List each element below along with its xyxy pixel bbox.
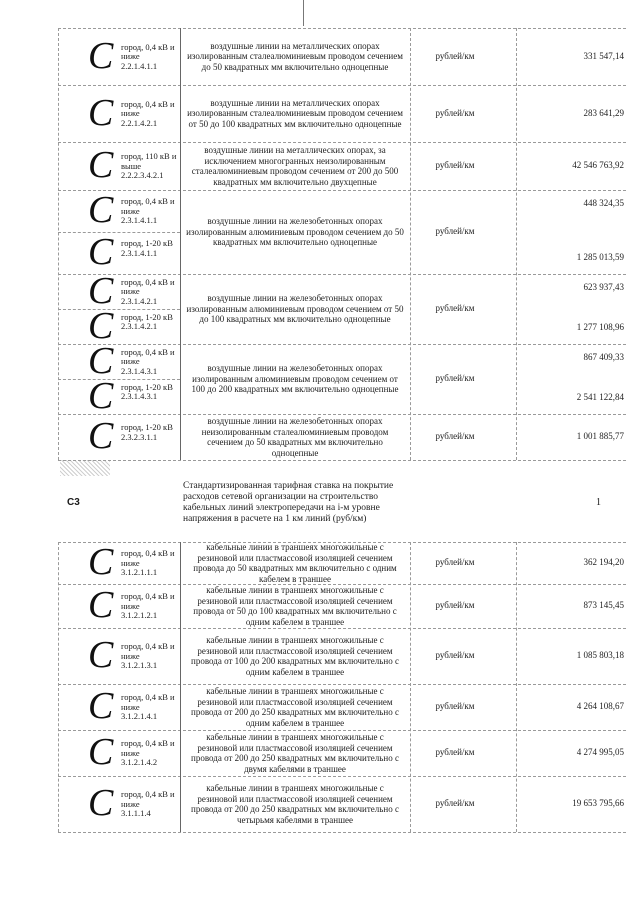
row-value: 1 085 803,18 bbox=[576, 650, 624, 660]
code-label: город, 1-20 кВ bbox=[121, 422, 173, 432]
row-divider bbox=[58, 344, 626, 345]
code-number: 3.1.2.1.1.1 bbox=[121, 567, 158, 577]
c-symbol: C bbox=[88, 415, 114, 457]
c-symbol: C bbox=[88, 731, 114, 773]
row-description: воздушные линии на железобетонных опорах изолированным алюминиевым проводом сечением от 50 до 100 квадратных мм включительно одноцепные bbox=[186, 293, 404, 324]
code-label: город, 0,4 кВ и ниже bbox=[121, 276, 175, 296]
c-symbol: C bbox=[88, 91, 114, 134]
row-unit: рублей/км bbox=[435, 600, 475, 610]
c-symbol: C bbox=[88, 231, 114, 273]
code-label: город, 0,4 кВ и ниже bbox=[121, 98, 175, 118]
top-mark bbox=[303, 0, 304, 26]
row-code bbox=[121, 278, 181, 307]
code-label: город, 0,4 кВ и ниже bbox=[121, 641, 175, 661]
row-code bbox=[121, 100, 181, 129]
code-label: город, 0,4 кВ и ниже bbox=[121, 41, 175, 61]
c-symbol: C bbox=[88, 304, 114, 347]
code-label: город, 1-20 кВ bbox=[121, 311, 173, 322]
row-divider bbox=[58, 414, 626, 415]
row-divider bbox=[58, 85, 626, 86]
row-value: 4 264 108,67 bbox=[576, 701, 624, 711]
code-number: 2.3.1.4.2.1 bbox=[121, 295, 158, 306]
code-label: город, 0,4 кВ и ниже bbox=[121, 692, 175, 712]
code-number: 2.2.2.3.4.2.1 bbox=[121, 170, 164, 180]
row-value: 362 194,20 bbox=[583, 557, 624, 567]
row-unit: рублей/км bbox=[435, 798, 475, 808]
code-label: город, 0,4 кВ и ниже bbox=[121, 548, 175, 568]
column-divider bbox=[516, 28, 517, 460]
row-code bbox=[121, 693, 181, 722]
c-symbol: C bbox=[88, 339, 114, 382]
code-label: город, 0,4 кВ и ниже bbox=[121, 789, 175, 809]
row-unit: рублей/км bbox=[435, 107, 475, 118]
section-value: 1 bbox=[596, 497, 601, 508]
row-divider bbox=[58, 190, 626, 191]
code-label: город, 0,4 кВ и ниже bbox=[121, 346, 175, 366]
row-unit: рублей/км bbox=[435, 557, 475, 567]
column-divider bbox=[410, 542, 411, 832]
row-code bbox=[121, 549, 181, 578]
code-number: 3.1.2.1.3.1 bbox=[121, 660, 158, 670]
column-divider bbox=[180, 542, 181, 832]
row-description: кабельные линии в траншеях многожильные с резиновой или пластмассовой изоляцией сечением провода от 200 до 250 квадратных мм включительно с одним кабелем в траншее bbox=[191, 686, 399, 728]
c-symbol: C bbox=[88, 584, 114, 626]
row-code bbox=[121, 739, 181, 768]
row-unit: рублей/км bbox=[435, 303, 475, 313]
row-value: 448 324,35 bbox=[583, 198, 624, 208]
c-symbol: C bbox=[88, 144, 114, 186]
row-code bbox=[121, 348, 181, 377]
row-code bbox=[121, 642, 181, 671]
code-label: город, 0,4 кВ и ниже bbox=[121, 196, 175, 216]
row-value: 42 546 763,92 bbox=[572, 160, 624, 170]
column-divider bbox=[516, 542, 517, 832]
row-unit: рублей/км bbox=[435, 160, 475, 170]
row-unit: рублей/км bbox=[435, 226, 475, 236]
code-label: город, 1-20 кВ bbox=[121, 238, 173, 248]
c-symbol: C bbox=[88, 541, 114, 583]
code-number: 2.2.1.4.1.1 bbox=[121, 60, 158, 71]
c-symbol: C bbox=[88, 34, 114, 77]
code-number: 2.2.1.4.2.1 bbox=[121, 117, 158, 128]
row-unit: рублей/км bbox=[435, 50, 475, 61]
row-divider bbox=[58, 730, 626, 731]
row-description: кабельные линии в траншеях многожильные с резиновой или пластмассовой изоляцией сечением провода до 50 квадратных мм включительно с одним кабелем в траншее bbox=[193, 542, 397, 584]
row-divider bbox=[58, 776, 626, 777]
row-divider bbox=[58, 309, 180, 310]
row-description: воздушные линии на железобетонных опорах изолированным алюминиевым проводом сечением от 100 до 200 квадратных мм включительно одноцепные bbox=[191, 363, 399, 394]
section-code: C3 bbox=[67, 497, 80, 508]
row-divider bbox=[58, 584, 626, 585]
row-value: 4 274 995,05 bbox=[576, 747, 624, 757]
row-value: 2 541 122,84 bbox=[576, 392, 624, 402]
row-value: 867 409,33 bbox=[583, 352, 624, 362]
code-number: 3.1.2.1.2.1 bbox=[121, 610, 158, 620]
row-code bbox=[121, 313, 181, 332]
row-value: 1 285 013,59 bbox=[576, 252, 624, 262]
row-unit: рублей/км bbox=[435, 431, 475, 441]
column-divider bbox=[410, 28, 411, 460]
c-symbol: C bbox=[88, 269, 114, 312]
row-divider bbox=[58, 379, 180, 380]
row-divider bbox=[58, 684, 626, 685]
code-number: 2.3.1.4.3.1 bbox=[121, 391, 158, 401]
column-divider bbox=[58, 542, 59, 832]
code-number: 3.1.1.1.4 bbox=[121, 808, 151, 818]
row-description: воздушные линии на металлических опорах изолированным сталеалюминиевым проводом сечением до 50 квадратных мм включительно одноцепные bbox=[187, 40, 403, 72]
row-description: воздушные линии на железобетонных опорах неизолированным сталеалюминиевым проводом сечением до 50 квадратных мм включительно одноцепные bbox=[201, 416, 389, 458]
row-unit: рублей/км bbox=[435, 701, 475, 711]
row-divider bbox=[58, 28, 626, 29]
row-description: воздушные линии на металлических опорах изолированным сталеалюминиевым проводом сечением от 50 до 100 квадратных мм включительно одноцепные bbox=[187, 97, 403, 129]
code-number: 3.1.2.1.4.1 bbox=[121, 711, 158, 721]
row-code bbox=[121, 790, 181, 819]
row-code bbox=[121, 383, 181, 402]
row-description: воздушные линии на металлических опорах, за исключением многогранных неизолированным сталеалюминиевым проводом сечением от 200 до 500 квадратных мм включительно двухцепные bbox=[191, 145, 399, 187]
row-divider bbox=[58, 460, 626, 461]
row-divider bbox=[58, 628, 626, 629]
code-label: город, 0,4 кВ и ниже bbox=[121, 738, 175, 758]
row-divider bbox=[58, 142, 626, 143]
row-code bbox=[121, 239, 181, 258]
row-code bbox=[121, 423, 181, 442]
c-symbol: C bbox=[88, 374, 114, 417]
code-number: 2.3.1.4.1.1 bbox=[121, 247, 158, 258]
row-value: 873 145,45 bbox=[583, 600, 624, 610]
row-code bbox=[121, 152, 181, 181]
code-label: город, 1-20 кВ bbox=[121, 381, 173, 392]
row-unit: рублей/км bbox=[435, 650, 475, 660]
row-description: кабельные линии в траншеях многожильные с резиновой или пластмассовой изоляцией сечением провода от 200 до 250 квадратных мм включительно с четырьмя кабелями в траншее bbox=[191, 783, 399, 825]
row-value: 1 001 885,77 bbox=[576, 431, 624, 441]
row-description: воздушные линии на железобетонных опорах изолированным алюминиевым проводом сечением до 50 квадратных мм включительно одноцепные bbox=[186, 216, 404, 247]
code-number: 2.3.2.3.1.1 bbox=[121, 431, 158, 442]
row-code bbox=[121, 197, 181, 226]
row-divider bbox=[58, 274, 626, 275]
row-unit: рублей/км bbox=[435, 747, 475, 757]
c-symbol: C bbox=[88, 189, 114, 231]
row-description: кабельные линии в траншеях многожильные с резиновой или пластмассовой изоляцией сечением провода от 200 до 250 квадратных мм включительно с двумя кабелями в траншее bbox=[191, 732, 399, 774]
row-divider bbox=[58, 232, 180, 233]
row-value: 19 653 795,66 bbox=[572, 798, 624, 808]
row-value: 331 547,14 bbox=[583, 50, 624, 61]
c-symbol: C bbox=[88, 685, 114, 727]
column-divider bbox=[180, 28, 181, 460]
row-code bbox=[121, 43, 181, 72]
row-code bbox=[121, 592, 181, 621]
row-description: кабельные линии в траншеях многожильные с резиновой или пластмассовой изоляцией сечением провода от 50 до 100 квадратных мм включительно с одним кабелем в траншее bbox=[193, 585, 397, 627]
scan-noise bbox=[60, 460, 110, 476]
row-divider bbox=[58, 832, 626, 833]
c-symbol: C bbox=[88, 782, 114, 824]
row-value: 283 641,29 bbox=[583, 107, 624, 118]
row-unit: рублей/км bbox=[435, 373, 475, 383]
row-description: кабельные линии в траншеях многожильные с резиновой или пластмассовой изоляцией сечением провода от 100 до 200 квадратных мм включительно с одним кабелем в траншее bbox=[191, 635, 399, 677]
code-number: 2.3.1.4.1.1 bbox=[121, 215, 158, 225]
code-label: город, 0,4 кВ и ниже bbox=[121, 591, 175, 611]
column-divider bbox=[58, 28, 59, 460]
code-number: 2.3.1.4.3.1 bbox=[121, 365, 158, 376]
c-symbol: C bbox=[88, 634, 114, 676]
row-value: 623 937,43 bbox=[583, 282, 624, 292]
code-number: 2.3.1.4.2.1 bbox=[121, 321, 158, 331]
section-description: Стандартизированная тарифная ставка на покрытие расходов сетевой организации на строительство кабельных линий электропередачи на i-м уровне напряжения в расчете на 1 км линий (руб/км) bbox=[183, 481, 394, 524]
row-value: 1 277 108,96 bbox=[576, 322, 624, 332]
code-number: 3.1.2.1.4.2 bbox=[121, 757, 158, 767]
code-label: город, 110 кВ и выше bbox=[121, 151, 177, 171]
row-divider bbox=[58, 542, 626, 543]
